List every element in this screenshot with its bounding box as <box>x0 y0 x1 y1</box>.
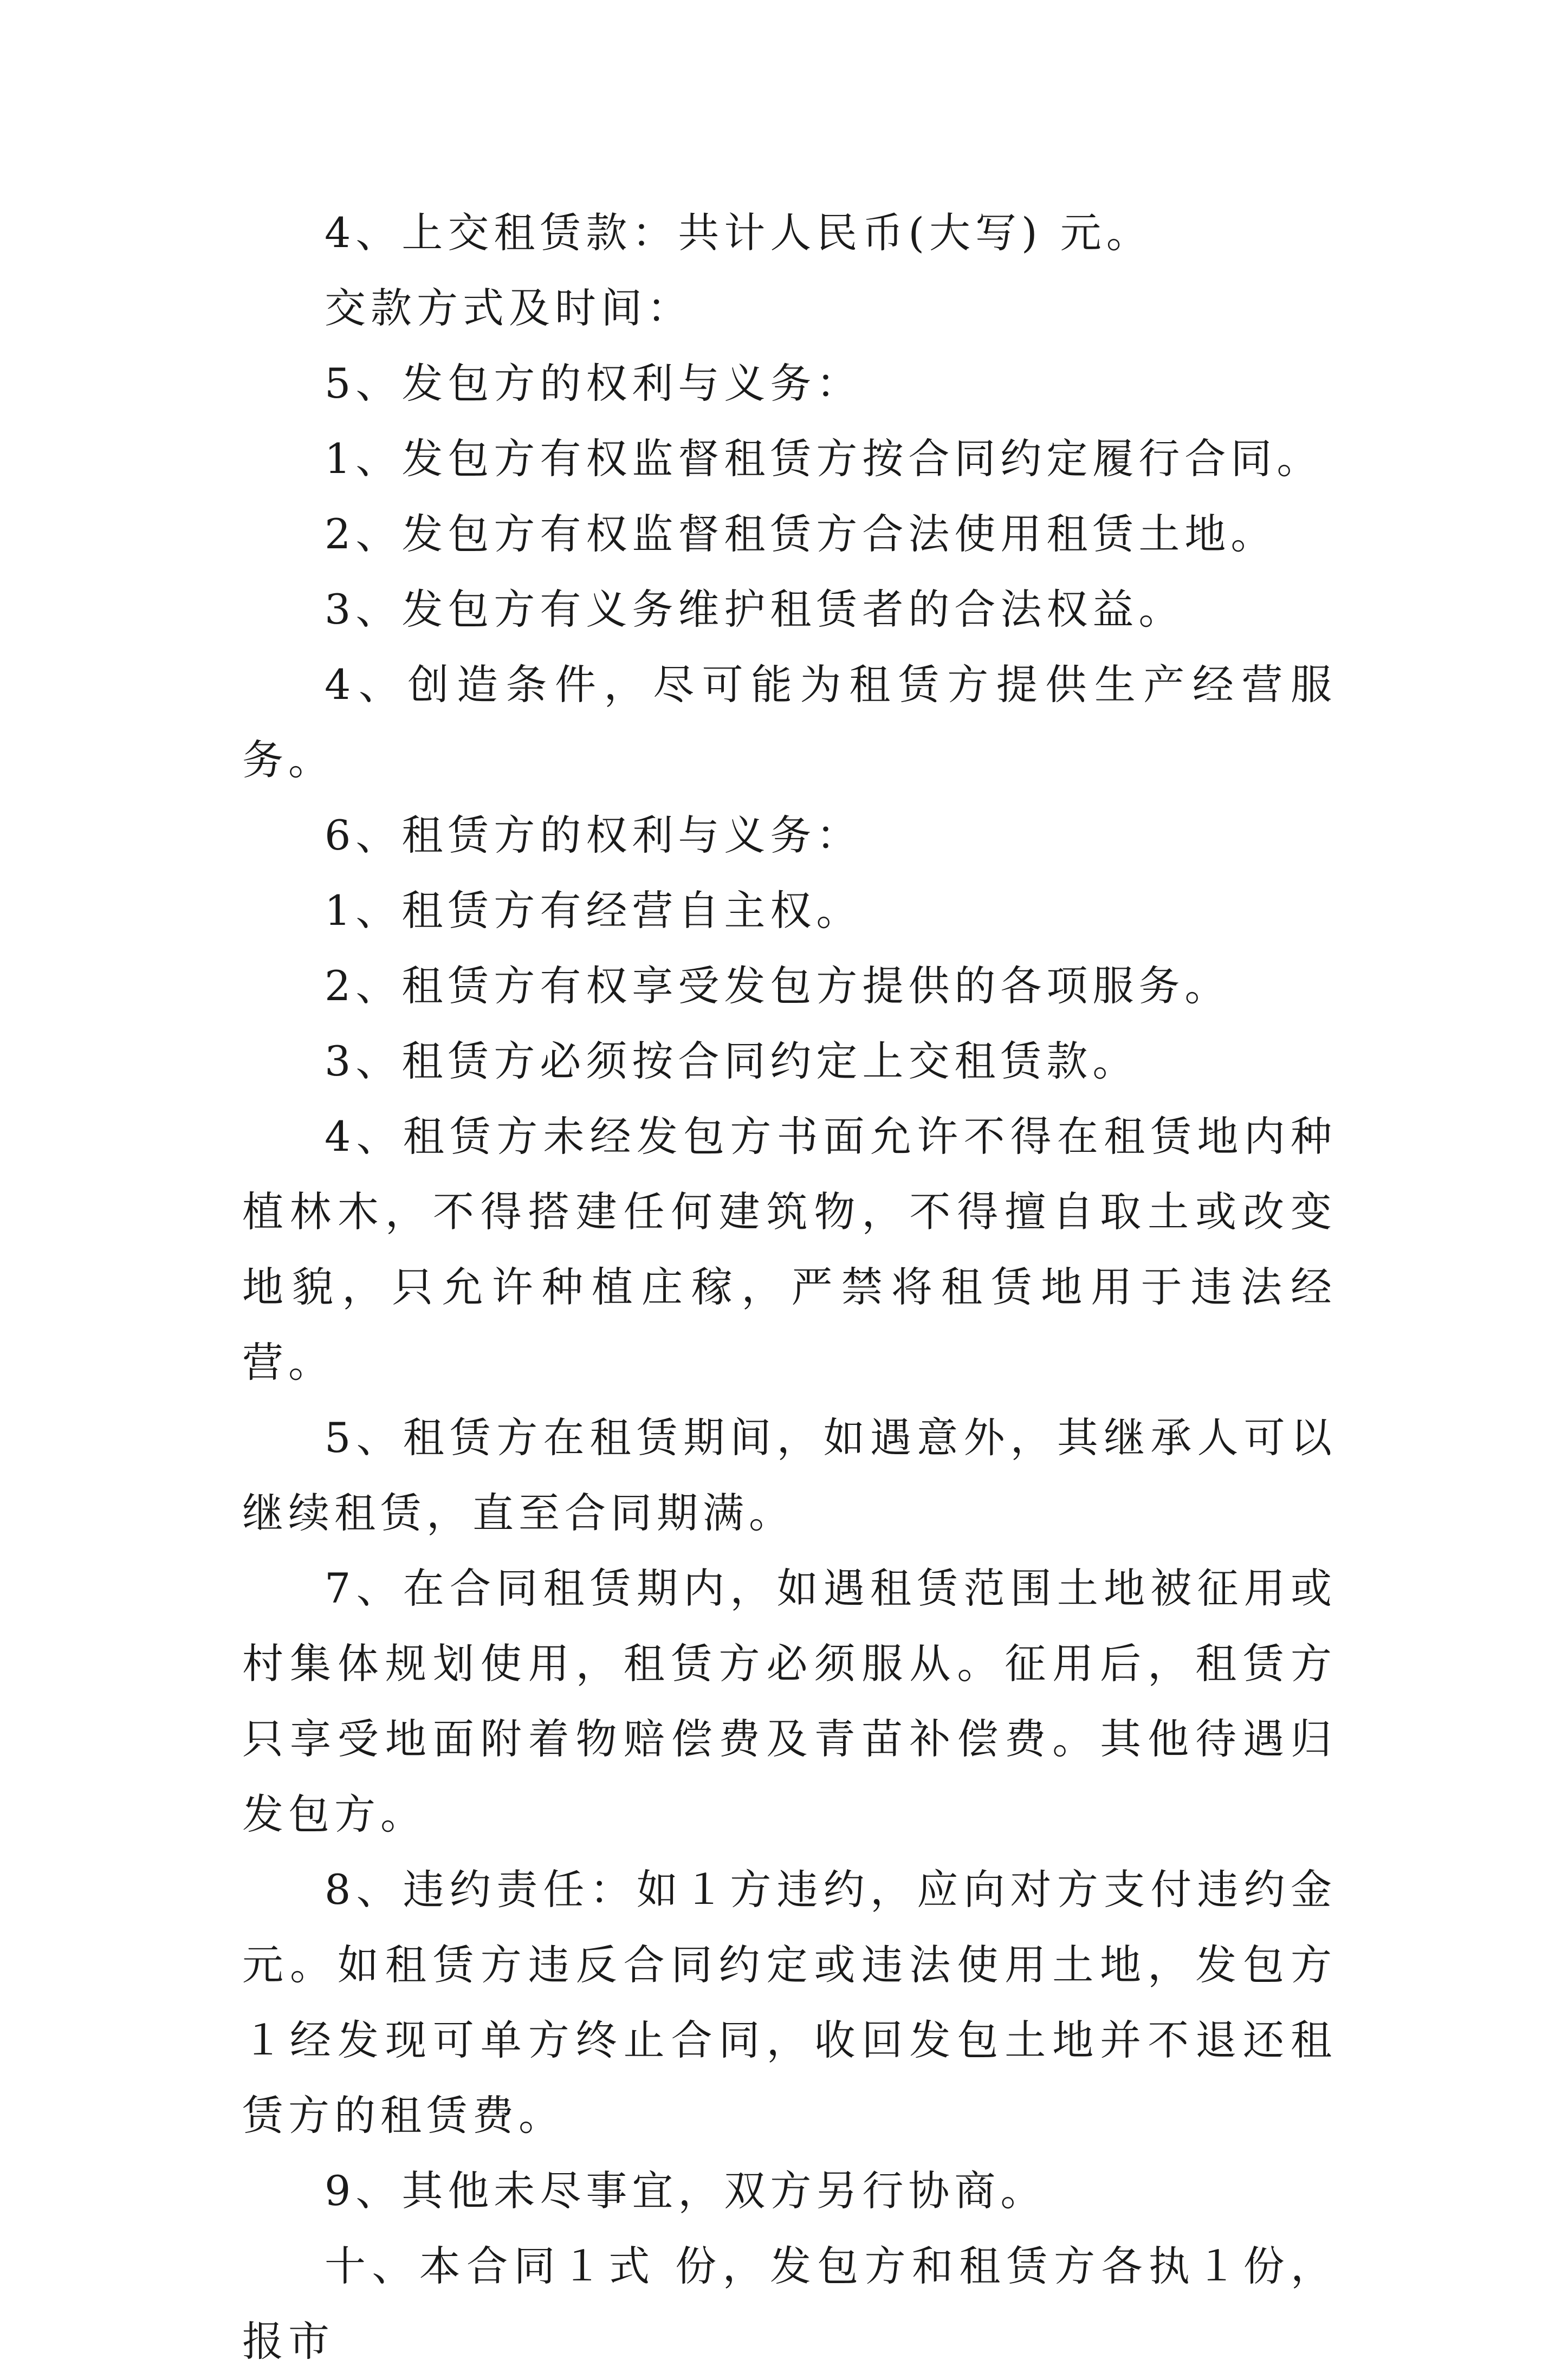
paragraph-copies: 十、本合同１式 份，发包方和租赁方各执１份，报市 <box>242 2242 1337 2365</box>
paragraph-lessee-right-3: 3、租赁方必须按合同约定上交租赁款。 <box>325 1037 1139 1085</box>
paragraph-lessor-right-3: 3、发包方有义务维护租赁者的合法权益。 <box>325 585 1185 633</box>
paragraph-lessor-rights-heading: 5、发包方的权利与义务： <box>325 359 863 407</box>
paragraph-lessor-right-4: 4、创造条件，尽可能为租赁方提供生产经营服务。 <box>242 660 1337 784</box>
paragraph-lessor-right-2: 2、发包方有权监督租赁方合法使用租赁土地。 <box>325 510 1277 558</box>
paragraph-lessee-rights-heading: 6、租赁方的权利与义务： <box>325 811 863 859</box>
paragraph-payment-method: 交款方式及时间： <box>325 284 693 332</box>
paragraph-other-matters: 9、其他未尽事宜，双方另行协商。 <box>325 2167 1047 2215</box>
document-body <box>242 195 1337 2379</box>
paragraph-lessee-right-4: 4、租赁方未经发包方书面允许不得在租赁地内种植林木，不得搭建任何建筑物，不得擅自取土或改变地貌，只允许种植庄稼，严禁将租赁地用于违法经营。 <box>242 1112 1337 1386</box>
paragraph-land-requisition: 7、在合同租赁期内，如遇租赁范围土地被征用或村集体规划使用，租赁方必须服从。征用后，租赁方只享受地面附着物赔偿费及青苗补偿费。其他待遇归发包方。 <box>242 1564 1337 1838</box>
paragraph-lessee-right-5: 5、租赁方在租赁期间，如遇意外，其继承人可以继续租赁，直至合同期满。 <box>242 1414 1337 1537</box>
paragraph-rent-payment: 4、上交租赁款：共计人民币(大写) 元。 <box>325 209 1152 257</box>
paragraph-breach-liability: 8、违约责任：如１方违约，应向对方支付违约金 元。如租赁方违反合同约定或违法使用土地，发包方１经发现可单方终止合同，收回发包土地并不退还租赁方的租赁费。 <box>242 1865 1337 2140</box>
paragraph-lessee-right-1: 1、租赁方有经营自主权。 <box>325 886 863 935</box>
paragraph-lessee-right-2: 2、租赁方有权享受发包方提供的各项服务。 <box>325 962 1231 1010</box>
paragraph-lessor-right-1: 1、发包方有权监督租赁方按合同约定履行合同。 <box>325 435 1323 483</box>
